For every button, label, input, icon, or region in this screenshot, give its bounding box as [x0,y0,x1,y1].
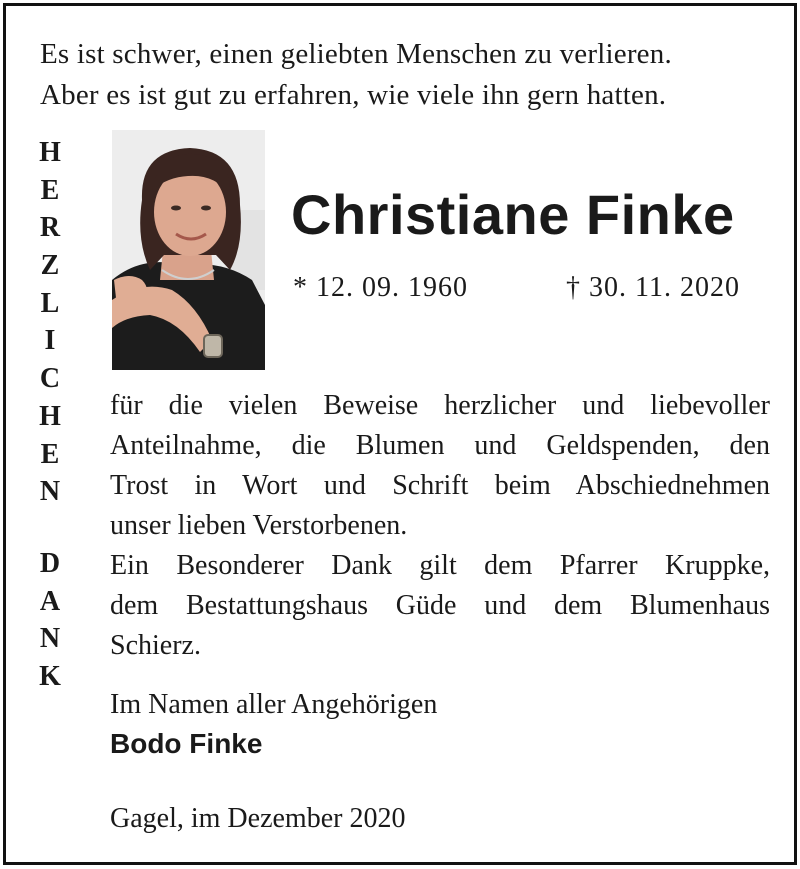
thanks-line: für die vielen Beweise herzlicher und liebevoller [110,390,770,421]
deceased-name: Christiane Finke [291,183,735,246]
thanks-line: unser lieben Verstorbenen. [110,510,408,541]
thanks-line: dem Bestattungshaus Güde und dem Blumenhaus [110,590,770,621]
thanks-text [110,386,770,666]
thanks-line: Trost in Wort und Schrift beim Abschiednehmen [110,470,770,501]
place-date: Gagel, im Dezember 2020 [110,803,406,834]
thanks-line: Ein Besonderer Dank gilt dem Pfarrer Kruppke, [110,550,770,581]
vertical-letter: A [39,585,61,617]
signature-intro: Im Namen aller Angehörigen [110,689,438,720]
vertical-letter: H [39,400,61,432]
vertical-letter: Z [40,250,60,282]
vertical-gap [30,511,70,545]
vertical-letter: E [40,174,60,206]
vertical-letter: E [40,438,60,470]
motto [40,34,780,116]
vertical-letter: K [39,660,61,692]
thanks-line: Anteilnahme, die Blumen und Geldspenden, den [110,430,770,461]
vertical-letter: C [39,363,61,395]
vertical-letter: H [39,137,61,168]
vertical-herzlichen-dank [30,134,70,696]
portrait-image [112,130,265,370]
vertical-letter: L [40,287,60,319]
thanks-line: Schierz. [110,630,201,661]
obituary-frame [3,3,797,865]
motto-line-2: Aber es ist gut zu erfahren, wie viele ihn gern hatten. [40,79,667,111]
vertical-letter: N [39,476,61,508]
vertical-letter: N [39,623,61,655]
motto-line-1: Es ist schwer, einen geliebten Menschen zu verlieren. [40,38,672,70]
signature-name: Bodo Finke [110,728,263,759]
vertical-letter: R [39,212,61,244]
vertical-letter: I [44,325,56,357]
death-date: † 30. 11. 2020 [566,272,740,303]
birth-date: * 12. 09. 1960 [293,272,468,303]
vertical-letter: D [39,547,61,579]
portrait-photo [112,130,265,370]
